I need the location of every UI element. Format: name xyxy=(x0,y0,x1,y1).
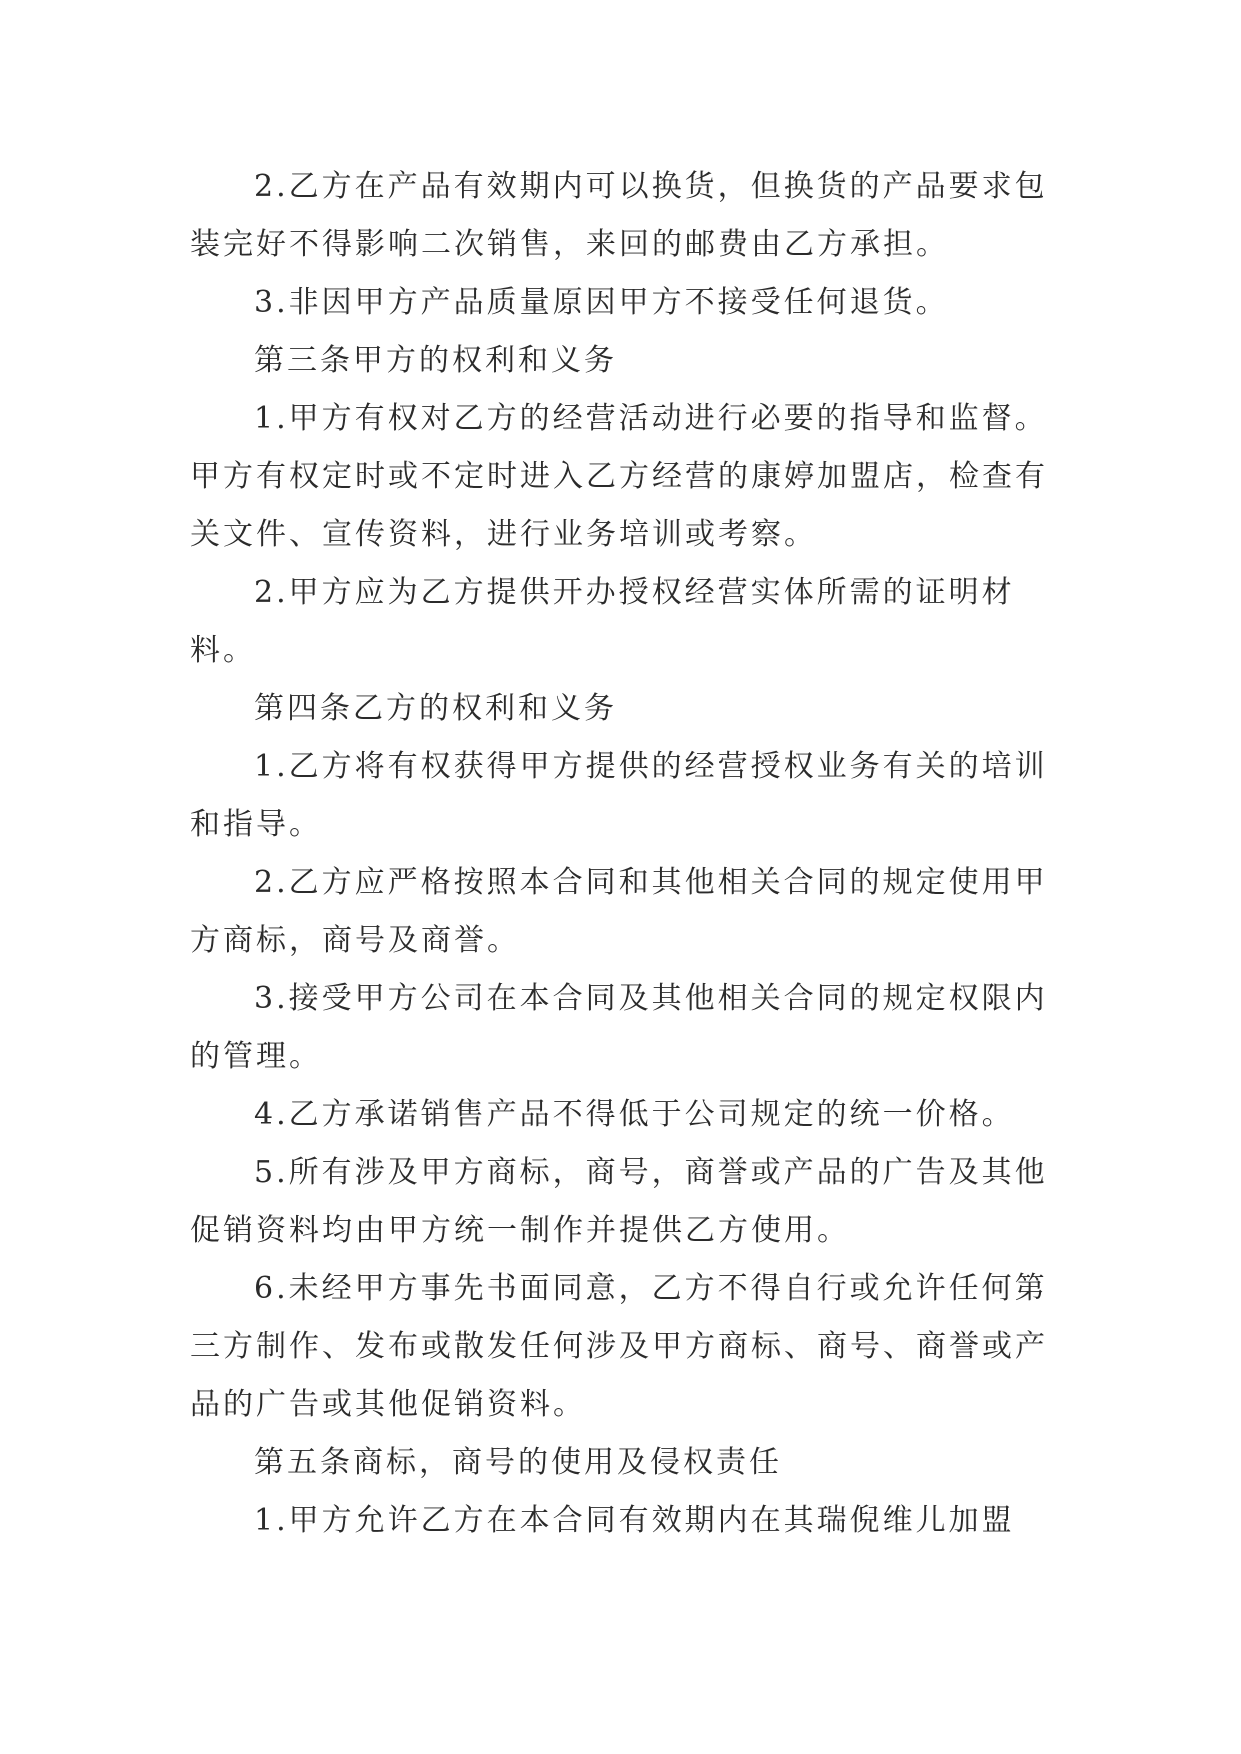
heading-article-5: 第五条商标，商号的使用及侵权责任 xyxy=(254,1445,782,1480)
paragraph-promotional-materials: 5.所有涉及甲方商标，商号，商誉或产品的广告及其他促销资料均由甲方统一制作并提供乙方使用。 xyxy=(190,1155,1048,1248)
heading-article-4: 第四条乙方的权利和义务 xyxy=(254,691,617,726)
paragraph-party-b-management: 3.接受甲方公司在本合同及其他相关合同的规定权限内的管理。 xyxy=(190,981,1048,1074)
document-body xyxy=(190,158,1050,1550)
paragraph-exchange-policy: 2.乙方在产品有效期内可以换货，但换货的产品要求包装完好不得影响二次销售，来回的邮费由乙方承担。 xyxy=(190,169,1048,262)
paragraph-party-b-trademark-use: 2.乙方应严格按照本合同和其他相关合同的规定使用甲方商标，商号及商誉。 xyxy=(190,865,1048,958)
paragraph-third-party-restriction: 6.未经甲方事先书面同意，乙方不得自行或允许任何第三方制作、发布或散发任何涉及甲方商标、商号、商誉或产品的广告或其他促销资料。 xyxy=(190,1271,1048,1422)
paragraph-party-b-pricing: 4.乙方承诺销售产品不得低于公司规定的统一价格。 xyxy=(254,1097,1015,1132)
paragraph-party-b-training: 1.乙方将有权获得甲方提供的经营授权业务有关的培训和指导。 xyxy=(190,749,1048,842)
heading-article-3: 第三条甲方的权利和义务 xyxy=(254,343,617,378)
paragraph-trademark-permission: 1.甲方允许乙方在本合同有效期内在其瑞倪维儿加盟 xyxy=(254,1503,1015,1538)
paragraph-party-a-supervision: 1.甲方有权对乙方的经营活动进行必要的指导和监督。甲方有权定时或不定时进入乙方经营的康婷加盟店，检查有关文件、宣传资料，进行业务培训或考察。 xyxy=(190,401,1048,552)
paragraph-party-a-documents: 2.甲方应为乙方提供开办授权经营实体所需的证明材料。 xyxy=(190,575,1015,668)
paragraph-no-returns: 3.非因甲方产品质量原因甲方不接受任何退货。 xyxy=(254,285,949,320)
